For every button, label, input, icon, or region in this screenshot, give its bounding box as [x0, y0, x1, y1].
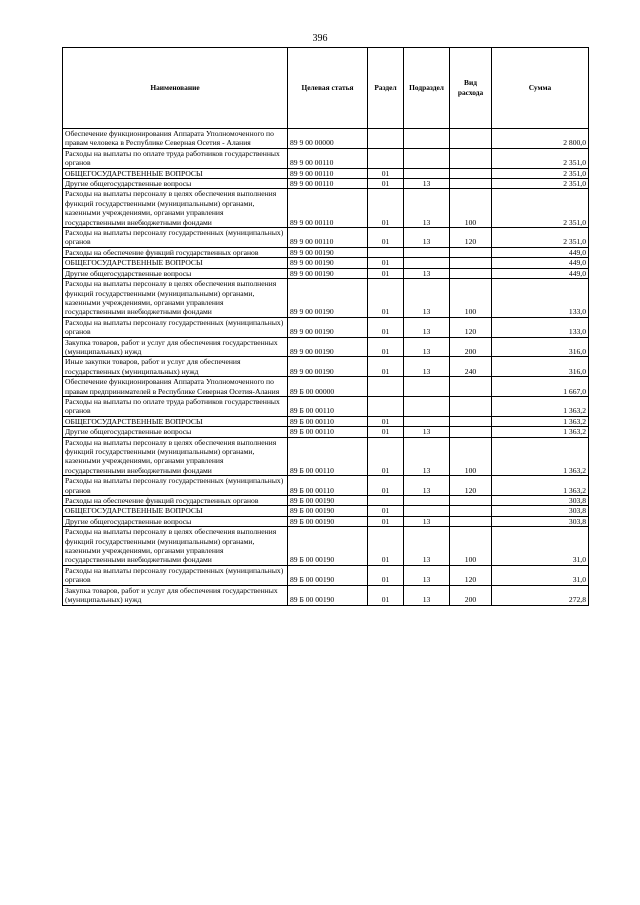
row-name: Другие общегосударственные вопросы: [63, 516, 288, 526]
header-type: Вид расхода: [450, 48, 492, 129]
row-name: Расходы на выплаты персоналу государственных (муниципальных) органов: [63, 476, 288, 496]
row-type: 100: [450, 279, 492, 318]
row-section: 01: [368, 279, 404, 318]
table-row: [63, 585, 589, 605]
row-target: 89 9 00 00190: [288, 258, 368, 268]
row-subsection: [404, 377, 450, 397]
row-subsection: 13: [404, 228, 450, 248]
header-sum: Сумма: [492, 48, 589, 129]
row-section: 01: [368, 268, 404, 278]
row-section: 01: [368, 317, 404, 337]
table-row: [63, 129, 589, 149]
row-type: [450, 247, 492, 257]
row-type: 200: [450, 337, 492, 357]
header-name: Наименование: [63, 48, 288, 129]
table-row: [63, 189, 589, 228]
table-row: [63, 416, 589, 426]
table-header-row: [63, 48, 589, 129]
row-name: Другие общегосударственные вопросы: [63, 179, 288, 189]
row-sum: 449,0: [492, 268, 589, 278]
row-subsection: 13: [404, 268, 450, 278]
row-type: [450, 148, 492, 168]
row-subsection: [404, 416, 450, 426]
row-sum: 449,0: [492, 247, 589, 257]
row-target: 89 9 00 00000: [288, 129, 368, 149]
row-type: [450, 516, 492, 526]
row-section: 01: [368, 168, 404, 178]
row-target: 89 9 00 00110: [288, 179, 368, 189]
row-type: 120: [450, 565, 492, 585]
row-section: 01: [368, 427, 404, 437]
row-sum: 2 351,0: [492, 168, 589, 178]
table-row: [63, 506, 589, 516]
row-target: 89 9 00 00110: [288, 189, 368, 228]
table-row: [63, 268, 589, 278]
row-type: [450, 496, 492, 506]
row-type: [450, 268, 492, 278]
row-subsection: 13: [404, 585, 450, 605]
row-section: 01: [368, 516, 404, 526]
row-target: 89 9 00 00110: [288, 168, 368, 178]
row-section: 01: [368, 527, 404, 566]
row-type: 200: [450, 585, 492, 605]
row-section: 01: [368, 258, 404, 268]
row-type: 100: [450, 189, 492, 228]
row-subsection: 13: [404, 476, 450, 496]
row-target: 89 Б 00 00190: [288, 506, 368, 516]
row-section: 01: [368, 476, 404, 496]
row-subsection: 13: [404, 357, 450, 377]
row-subsection: 13: [404, 279, 450, 318]
row-target: 89 Б 00 00190: [288, 565, 368, 585]
row-target: 89 9 00 00110: [288, 148, 368, 168]
row-section: 01: [368, 506, 404, 516]
row-name: Расходы на выплаты персоналу в целях обеспечения выполнения функций государственными (муниципальными) органами, казенными учреждениями, органами управления государственными внебюджетными фондами: [63, 437, 288, 476]
row-sum: 2 351,0: [492, 189, 589, 228]
table-row: [63, 279, 589, 318]
row-name: Обеспечение функционирования Аппарата Уполномоченного по правам человека в Республике Северная Осетия - Алания: [63, 129, 288, 149]
row-target: 89 Б 00 00110: [288, 476, 368, 496]
row-target: 89 9 00 00190: [288, 247, 368, 257]
row-target: 89 9 00 00190: [288, 268, 368, 278]
row-sum: 303,8: [492, 516, 589, 526]
row-target: 89 Б 00 00190: [288, 516, 368, 526]
row-section: 01: [368, 585, 404, 605]
row-sum: 316,0: [492, 357, 589, 377]
row-section: 01: [368, 179, 404, 189]
row-type: [450, 179, 492, 189]
row-subsection: 13: [404, 179, 450, 189]
row-type: [450, 396, 492, 416]
row-name: Расходы на выплаты персоналу в целях обеспечения выполнения функций государственными (муниципальными) органами, казенными учреждениями, органами управления государственными внебюджетными фондами: [63, 279, 288, 318]
row-subsection: 13: [404, 516, 450, 526]
row-sum: 2 351,0: [492, 228, 589, 248]
row-target: 89 Б 00 00190: [288, 585, 368, 605]
row-type: 120: [450, 228, 492, 248]
table-row: [63, 437, 589, 476]
row-sum: 1 363,2: [492, 396, 589, 416]
table-row: [63, 228, 589, 248]
table-row: [63, 179, 589, 189]
row-sum: 2 800,0: [492, 129, 589, 149]
row-section: [368, 377, 404, 397]
table-row: [63, 527, 589, 566]
table-row: [63, 247, 589, 257]
row-name: ОБЩЕГОСУДАРСТВЕННЫЕ ВОПРОСЫ: [63, 416, 288, 426]
row-name: ОБЩЕГОСУДАРСТВЕННЫЕ ВОПРОСЫ: [63, 168, 288, 178]
header-subsection: Подраздел: [404, 48, 450, 129]
row-sum: 133,0: [492, 317, 589, 337]
row-sum: 1 667,0: [492, 377, 589, 397]
table-row: [63, 565, 589, 585]
row-sum: 31,0: [492, 565, 589, 585]
row-target: 89 Б 00 00110: [288, 416, 368, 426]
row-sum: 2 351,0: [492, 179, 589, 189]
table-row: [63, 258, 589, 268]
row-section: 01: [368, 437, 404, 476]
row-name: Расходы на обеспечение функций государственных органов: [63, 247, 288, 257]
row-section: [368, 129, 404, 149]
table-row: [63, 476, 589, 496]
row-type: [450, 427, 492, 437]
row-name: Обеспечение функционирования Аппарата Уполномоченного по правам предпринимателей в Республике Северная Осетия-Алания: [63, 377, 288, 397]
row-subsection: 13: [404, 565, 450, 585]
row-name: Расходы на выплаты персоналу в целях обеспечения выполнения функций государственными (муниципальными) органами, казенными учреждениями, органами управления государственными внебюджетными фондами: [63, 189, 288, 228]
row-subsection: [404, 129, 450, 149]
row-sum: 1 363,2: [492, 437, 589, 476]
row-name: Расходы на выплаты по оплате труда работников государственных органов: [63, 148, 288, 168]
table-row: [63, 148, 589, 168]
table-row: [63, 357, 589, 377]
table-row: [63, 427, 589, 437]
row-subsection: 13: [404, 337, 450, 357]
table-row: [63, 317, 589, 337]
row-subsection: 13: [404, 527, 450, 566]
header-section: Раздел: [368, 48, 404, 129]
row-sum: 1 363,2: [492, 427, 589, 437]
row-section: 01: [368, 357, 404, 377]
row-section: [368, 396, 404, 416]
row-section: 01: [368, 228, 404, 248]
row-name: Расходы на выплаты персоналу государственных (муниципальных) органов: [63, 228, 288, 248]
row-sum: 133,0: [492, 279, 589, 318]
table-row: [63, 496, 589, 506]
row-subsection: [404, 396, 450, 416]
row-name: Расходы на выплаты персоналу в целях обеспечения выполнения функций государственными (муниципальными) органами, казенными учреждениями, органами управления государственными внебюджетными фондами: [63, 527, 288, 566]
row-type: 100: [450, 437, 492, 476]
row-section: 01: [368, 416, 404, 426]
table-body: [63, 129, 589, 606]
row-sum: 449,0: [492, 258, 589, 268]
row-sum: 2 351,0: [492, 148, 589, 168]
row-subsection: [404, 496, 450, 506]
budget-table: [62, 47, 589, 606]
row-target: 89 Б 00 00190: [288, 496, 368, 506]
row-type: [450, 129, 492, 149]
row-name: Другие общегосударственные вопросы: [63, 268, 288, 278]
header-target: Целевая статья: [288, 48, 368, 129]
row-name: Расходы на выплаты персоналу государственных (муниципальных) органов: [63, 565, 288, 585]
row-sum: 1 363,2: [492, 476, 589, 496]
row-target: 89 Б 00 00110: [288, 427, 368, 437]
row-target: 89 Б 00 00190: [288, 527, 368, 566]
row-target: 89 9 00 00190: [288, 337, 368, 357]
row-subsection: 13: [404, 437, 450, 476]
row-section: [368, 247, 404, 257]
row-name: ОБЩЕГОСУДАРСТВЕННЫЕ ВОПРОСЫ: [63, 506, 288, 516]
row-target: 89 Б 00 00110: [288, 437, 368, 476]
row-name: Закупка товаров, работ и услуг для обеспечения государственных (муниципальных) нужд: [63, 585, 288, 605]
row-type: 100: [450, 527, 492, 566]
row-target: 89 9 00 00110: [288, 228, 368, 248]
row-subsection: [404, 168, 450, 178]
row-sum: 303,8: [492, 506, 589, 516]
row-type: [450, 377, 492, 397]
row-target: 89 Б 00 00000: [288, 377, 368, 397]
page-number: 396: [312, 33, 328, 44]
row-type: 120: [450, 476, 492, 496]
table-row: [63, 168, 589, 178]
table-row: [63, 377, 589, 397]
row-section: 01: [368, 189, 404, 228]
row-section: [368, 148, 404, 168]
row-section: 01: [368, 565, 404, 585]
row-type: [450, 168, 492, 178]
row-subsection: 13: [404, 427, 450, 437]
row-sum: 303,8: [492, 496, 589, 506]
row-type: [450, 416, 492, 426]
row-name: Иные закупки товаров, работ и услуг для обеспечения государственных (муниципальных) нужд: [63, 357, 288, 377]
row-target: 89 9 00 00190: [288, 279, 368, 318]
row-name: Расходы на выплаты персоналу государственных (муниципальных) органов: [63, 317, 288, 337]
row-name: Расходы на выплаты по оплате труда работников государственных органов: [63, 396, 288, 416]
table-row: [63, 516, 589, 526]
table-row: [63, 396, 589, 416]
row-subsection: 13: [404, 317, 450, 337]
row-subsection: [404, 258, 450, 268]
row-name: Расходы на обеспечение функций государственных органов: [63, 496, 288, 506]
row-sum: 1 363,2: [492, 416, 589, 426]
row-type: 120: [450, 317, 492, 337]
row-target: 89 9 00 00190: [288, 317, 368, 337]
row-subsection: [404, 506, 450, 516]
row-type: 240: [450, 357, 492, 377]
row-section: [368, 496, 404, 506]
row-subsection: [404, 148, 450, 168]
row-type: [450, 258, 492, 268]
row-name: Другие общегосударственные вопросы: [63, 427, 288, 437]
row-sum: 272,8: [492, 585, 589, 605]
row-subsection: 13: [404, 189, 450, 228]
table-row: [63, 337, 589, 357]
row-type: [450, 506, 492, 516]
row-subsection: [404, 247, 450, 257]
row-target: 89 Б 00 00110: [288, 396, 368, 416]
row-target: 89 9 00 00190: [288, 357, 368, 377]
row-name: ОБЩЕГОСУДАРСТВЕННЫЕ ВОПРОСЫ: [63, 258, 288, 268]
row-sum: 31,0: [492, 527, 589, 566]
row-name: Закупка товаров, работ и услуг для обеспечения государственных (муниципальных) нужд: [63, 337, 288, 357]
row-sum: 316,0: [492, 337, 589, 357]
row-section: 01: [368, 337, 404, 357]
